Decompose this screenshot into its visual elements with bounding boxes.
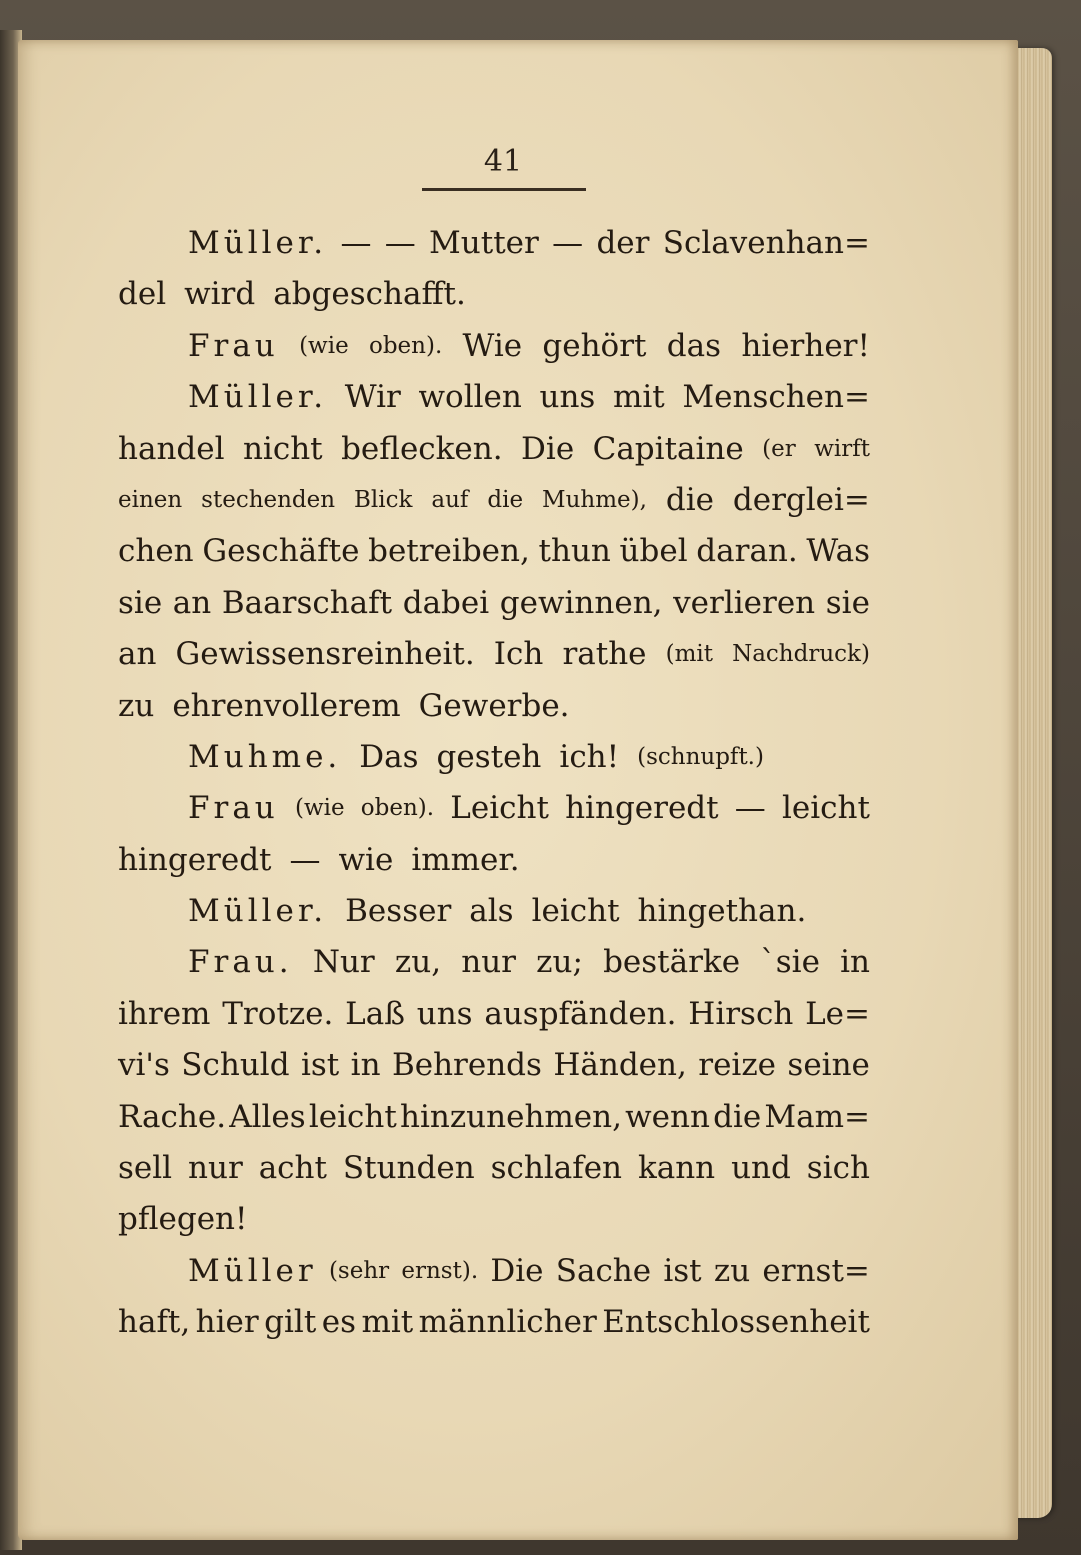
text-line-8: sie an Baarschaft dabei gewinnen, verlieren sie	[118, 584, 870, 621]
text-line-19: sell nur acht Stunden schlafen kann und sich	[118, 1150, 870, 1187]
text-line-2: del wird abgeschafft.	[118, 276, 466, 313]
text-line-18: Rache. Alles leicht hinzunehmen, wenn die Mam=	[118, 1098, 870, 1135]
text-line-21: Müller (sehr ernst). Die Sache ist zu ernst=	[188, 1252, 870, 1289]
page-text	[118, 218, 870, 1349]
text-line-17: vi's Schuld ist in Behrends Händen, reize seine	[118, 1047, 870, 1084]
text-line-7: chen Geschäfte betreiben, thun übel daran. Was	[118, 533, 870, 570]
text-line-6: einen stechenden Blick auf die Muhme), die derglei=	[118, 481, 870, 518]
text-line-12: Frau (wie oben). Leicht hingeredt — leicht	[188, 790, 870, 827]
text-line-10: zu ehrenvollerem Gewerbe.	[118, 687, 570, 724]
header-rule	[422, 188, 586, 191]
text-line-5: handel nicht beflecken. Die Capitaine (er wirft	[118, 430, 870, 467]
text-line-20: pflegen!	[118, 1201, 248, 1238]
text-line-4: Müller. Wir wollen uns mit Menschen=	[188, 379, 870, 416]
text-line-1: Müller. — — Mutter — der Sclavenhan=	[188, 225, 870, 261]
text-line-3: Frau (wie oben). Wie gehört das hierher!	[188, 327, 870, 364]
text-line-14: Müller. Besser als leicht hingethan.	[188, 893, 807, 930]
text-line-16: ihrem Trotze. Laß uns auspfänden. Hirsch Le=	[118, 995, 870, 1032]
page-number: 41	[483, 144, 523, 179]
text-line-13: hingeredt — wie immer.	[118, 841, 520, 878]
text-line-22: haft, hier gilt es mit männlicher Entschlossenheit	[118, 1304, 870, 1341]
text-line-15: Frau. Nur zu, nur zu; bestärke `sie in	[188, 944, 870, 981]
text-line-11: Muhme. Das gesteh ich! (schnupft.)	[188, 738, 764, 775]
text-line-9: an Gewissensreinheit. Ich rathe (mit Nachdruck)	[118, 636, 870, 673]
